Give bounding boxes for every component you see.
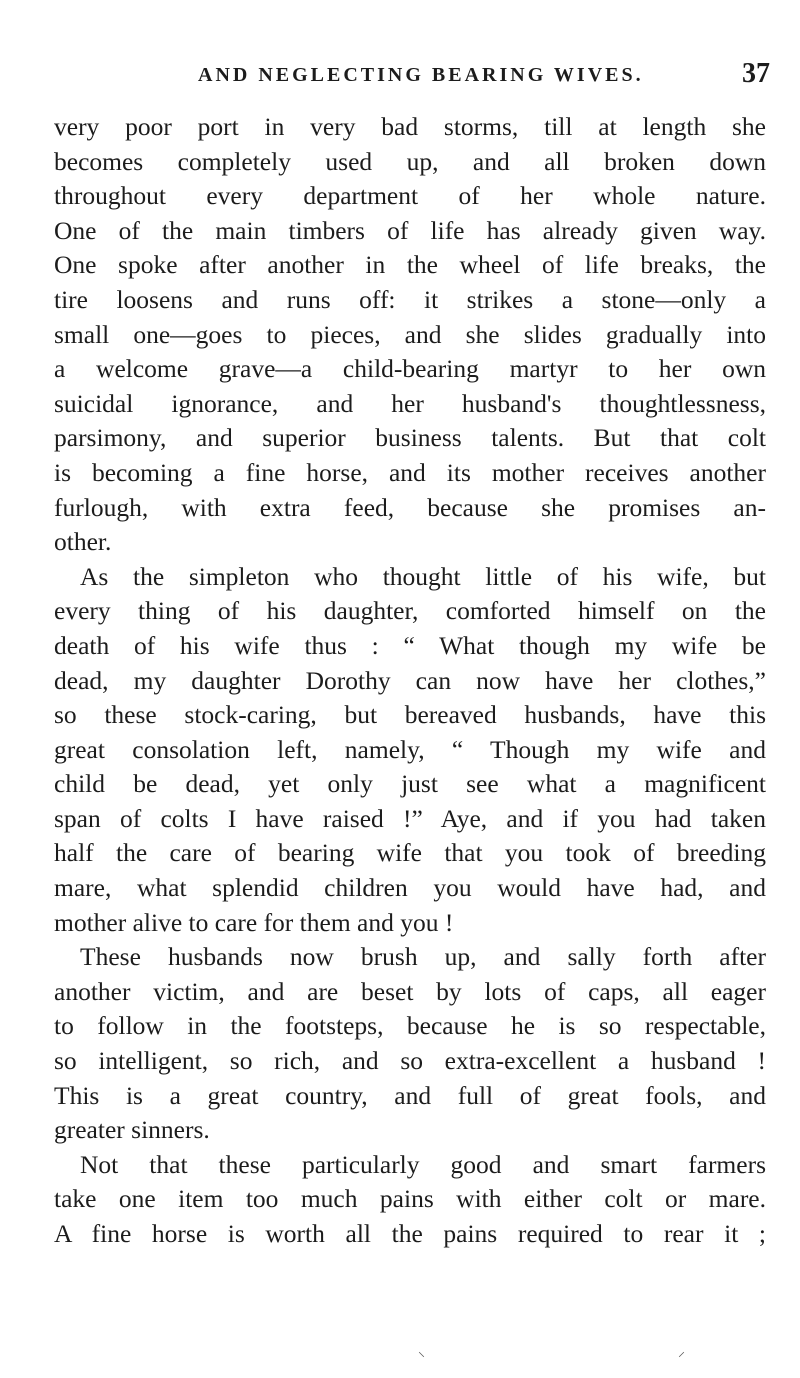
text-line: A fine horse is worth all the pains required to rear it ; bbox=[54, 1219, 766, 1248]
text-line: take one item too much pains with either colt or mare. bbox=[54, 1184, 766, 1214]
printer-mark-right: ⸝ bbox=[678, 1345, 685, 1360]
text-line: so these stock-caring, but bereaved husbands, have this bbox=[54, 700, 766, 730]
text-line: As the simpleton who thought little of his wife, but bbox=[80, 561, 766, 591]
text-line: This is a great country, and full of great fools, and bbox=[54, 1080, 766, 1110]
text-line: mother alive to care for them and you ! bbox=[54, 907, 454, 937]
text-line: One of the main timbers of life has already given way. bbox=[54, 215, 766, 245]
text-line: is becoming a fine horse, and its mother receives another bbox=[54, 457, 766, 487]
text-line: another victim, and are beset by lots of caps, all eager bbox=[54, 976, 766, 1006]
text-line: One spoke after another in the wheel of life breaks, the bbox=[54, 250, 766, 280]
text-line: becomes completely used up, and all broken down bbox=[54, 146, 766, 176]
text-line: span of colts I have raised !” Aye, and if you had taken bbox=[54, 803, 766, 833]
text-line: very poor port in very bad storms, till at length she bbox=[54, 112, 766, 141]
text-line: great consolation left, namely, “ Though my wife and bbox=[54, 734, 766, 764]
text-line: parsimony, and superior business talents. But that colt bbox=[54, 423, 766, 453]
text-line: throughout every department of her whole nature. bbox=[54, 181, 766, 211]
text-line: a welcome grave—a child-bearing martyr to her own bbox=[54, 354, 766, 384]
text-line: greater sinners. bbox=[54, 1115, 210, 1145]
text-line: every thing of his daughter, comforted himself on the bbox=[54, 596, 766, 626]
text-line: furlough, with extra feed, because she promises an- bbox=[54, 492, 766, 522]
page-number: 37 bbox=[742, 58, 770, 89]
running-head bbox=[48, 58, 770, 92]
text-line: so intelligent, so rich, and so extra-excellent a husband ! bbox=[54, 1046, 766, 1076]
text-line: half the care of bearing wife that you took of breeding bbox=[54, 838, 766, 868]
text-line: Not that these particularly good and smart farmers bbox=[80, 1149, 766, 1179]
text-line: dead, my daughter Dorothy can now have her clothes,” bbox=[54, 665, 766, 695]
text-line: other. bbox=[54, 527, 112, 557]
text-line: suicidal ignorance, and her husband's thoughtlessness, bbox=[54, 388, 766, 418]
text-line: tire loosens and runs off: it strikes a stone—only a bbox=[54, 284, 766, 314]
body-text bbox=[54, 110, 766, 1252]
text-line: mare, what splendid children you would have had, and bbox=[54, 873, 766, 903]
footer-marks bbox=[0, 1342, 800, 1362]
text-line: death of his wife thus : “ What though my wife be bbox=[54, 630, 766, 660]
text-line: child be dead, yet only just see what a magnificent bbox=[54, 769, 766, 799]
text-line: to follow in the footsteps, because he is so respectable, bbox=[54, 1011, 766, 1041]
text-line: These husbands now brush up, and sally forth after bbox=[80, 942, 766, 972]
printer-mark-left: ⸜ bbox=[418, 1345, 425, 1360]
running-title: AND NEGLECTING BEARING WIVES. bbox=[198, 64, 644, 86]
text-line: small one—goes to pieces, and she slides gradually into bbox=[54, 319, 766, 349]
